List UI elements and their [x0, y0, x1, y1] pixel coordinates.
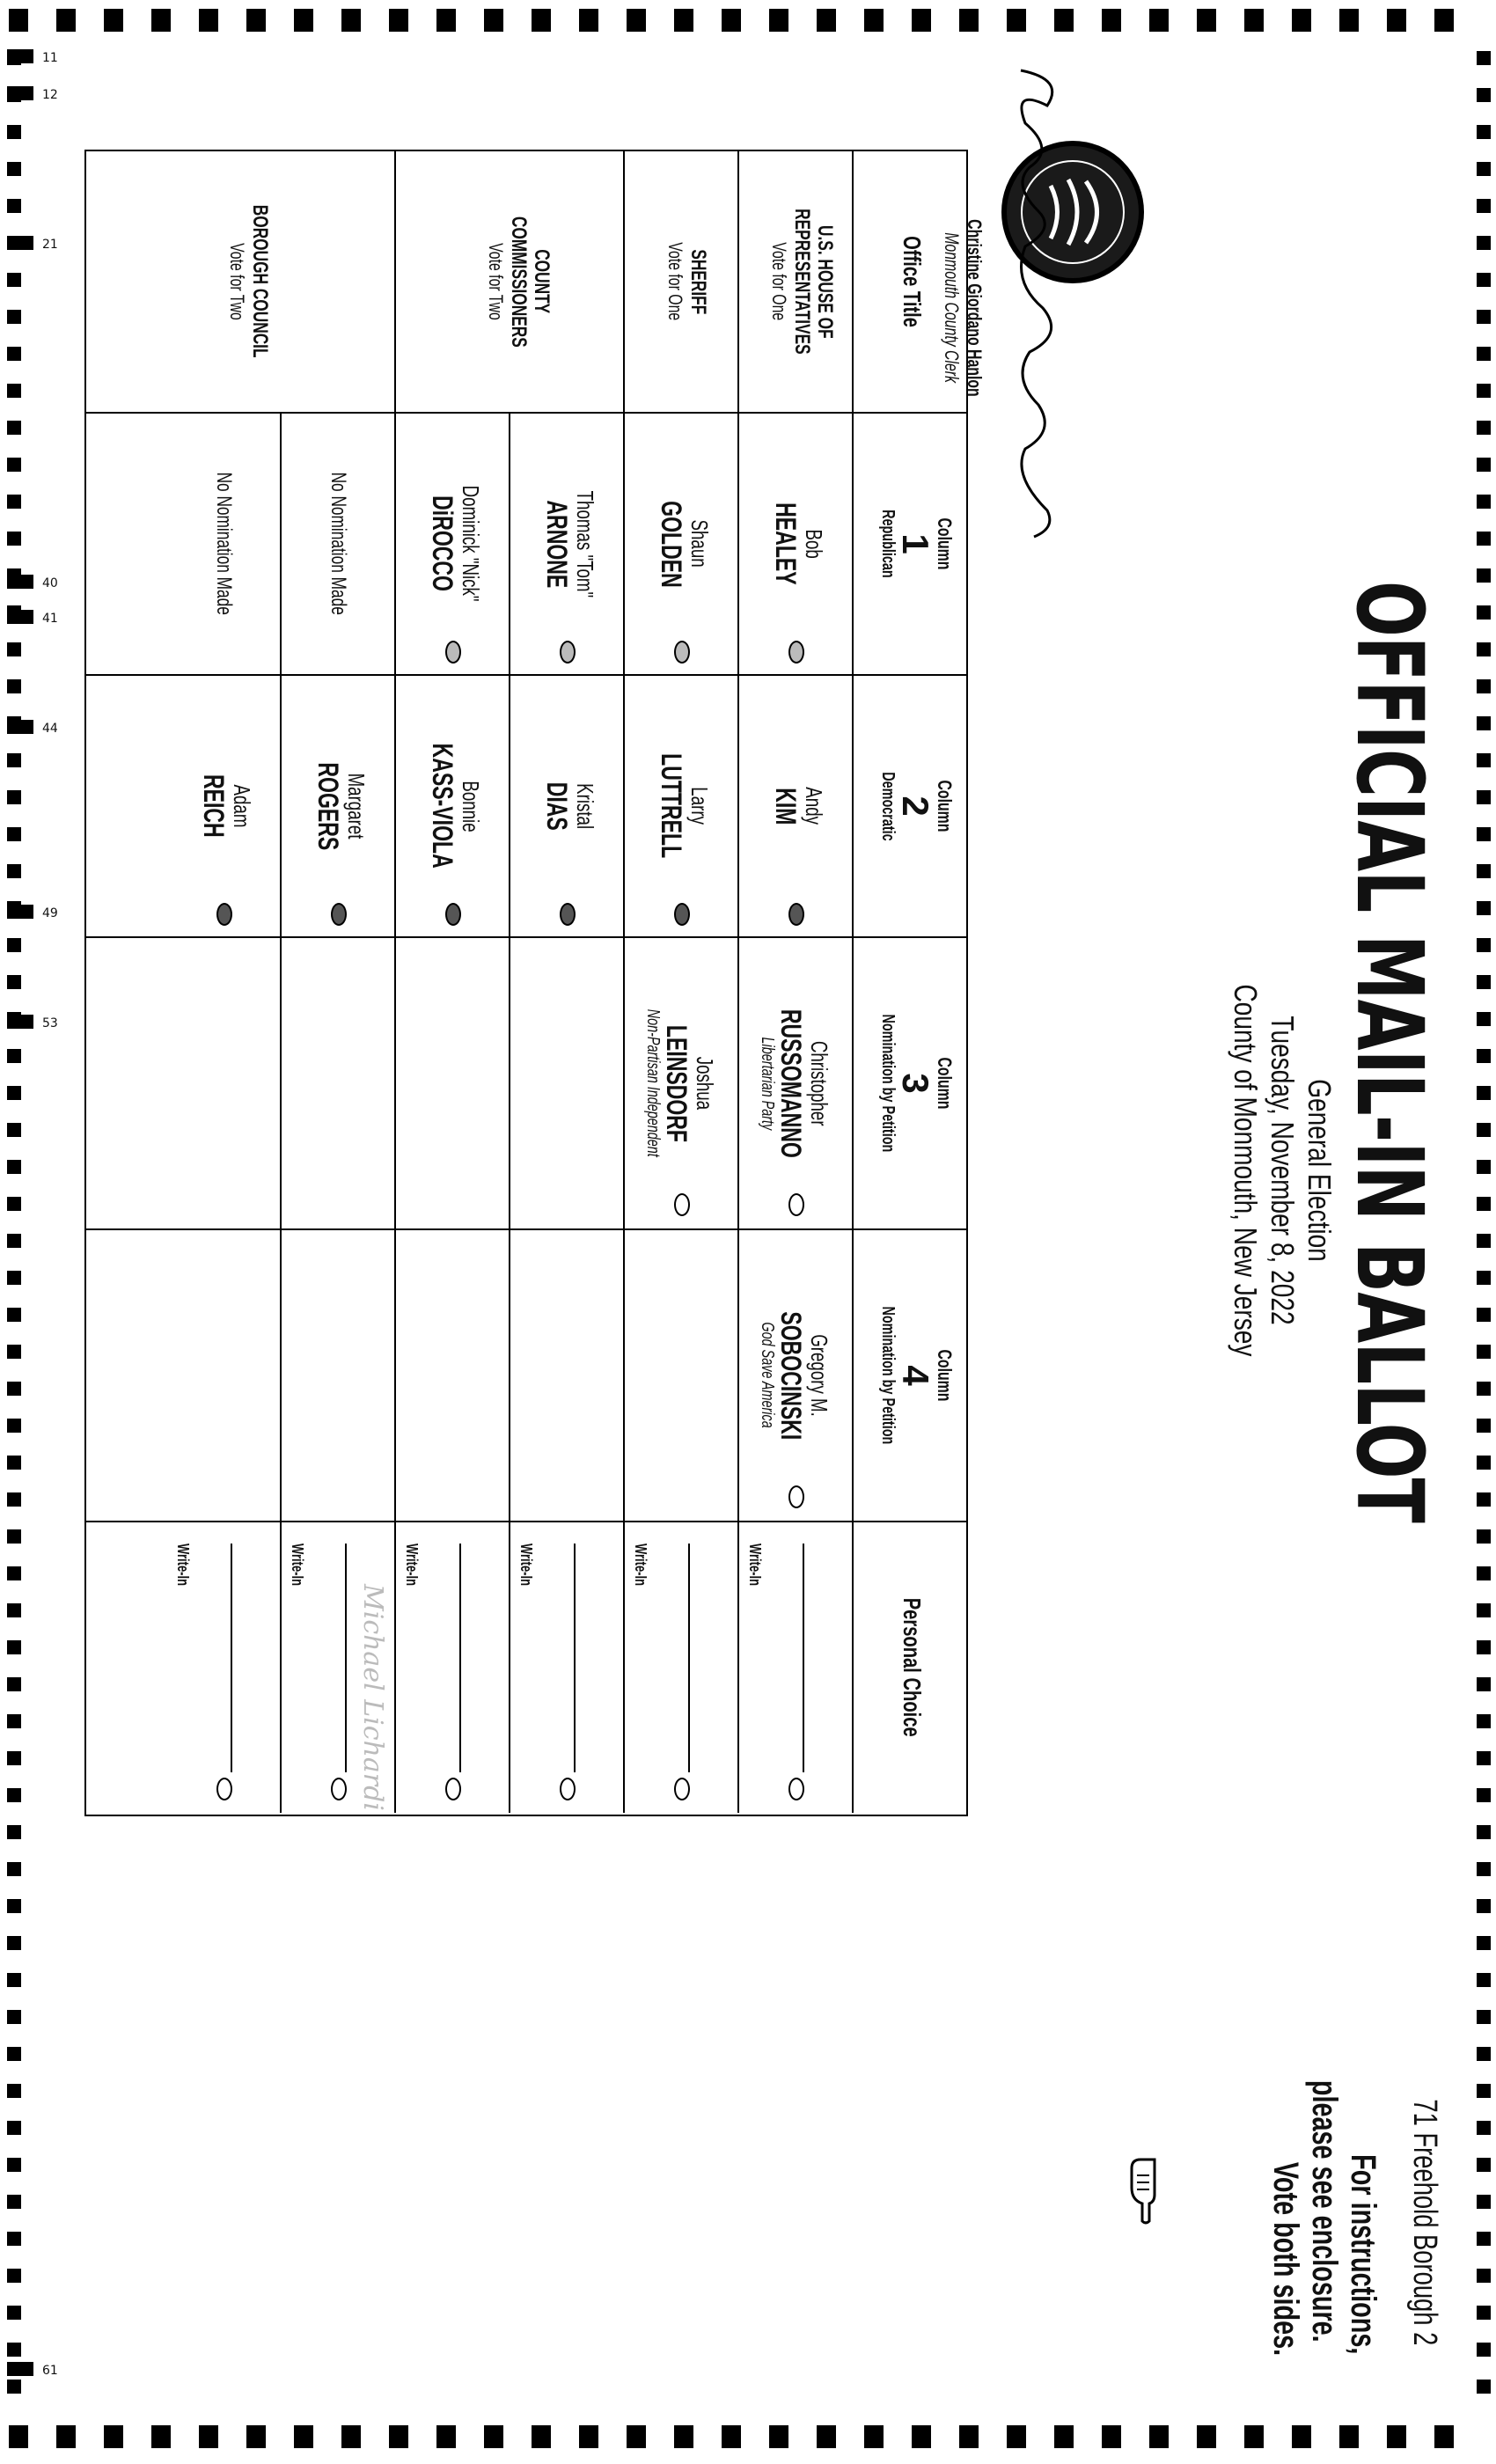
empty-cell	[509, 1230, 623, 1521]
timing-mark	[1477, 2380, 1491, 2394]
vote-oval[interactable]	[216, 1778, 232, 1800]
write-in-line[interactable]	[688, 1544, 690, 1772]
candidate-cell: Dominick "Nick" DiROCCO	[394, 414, 509, 674]
office-county-commissioners: COUNTY COMMISSIONERS Vote for Two	[394, 151, 623, 412]
no-nomination-cell: No Nomination Made	[212, 472, 236, 616]
vote-oval[interactable]	[788, 1193, 804, 1216]
timing-mark	[1244, 9, 1264, 32]
timing-mark	[769, 9, 788, 32]
ballot-page	[18, 35, 1443, 2429]
row-number: 61	[42, 2364, 58, 2378]
timing-mark	[1477, 88, 1491, 102]
empty-cell	[394, 938, 509, 1228]
timing-mark	[1477, 1936, 1491, 1950]
timing-mark	[1477, 1862, 1491, 1876]
header-office-title: Office Title	[852, 151, 966, 412]
candidate-cell	[737, 414, 852, 674]
timing-mark	[1477, 2269, 1491, 2283]
timing-mark	[1477, 1308, 1491, 1322]
candidate-last-name: HEALEY	[770, 502, 802, 585]
row-number: 11	[42, 51, 58, 65]
ballot-table	[84, 150, 968, 1816]
timing-mark	[1477, 2158, 1491, 2172]
timing-mark	[1477, 864, 1491, 878]
row-number: 21	[42, 238, 58, 252]
election-info	[1227, 686, 1338, 1654]
timing-mark	[1477, 1566, 1491, 1580]
timing-mark	[1434, 9, 1454, 32]
timing-mark	[104, 9, 123, 32]
timing-mark	[341, 9, 361, 32]
vote-oval[interactable]	[674, 1193, 690, 1216]
timing-mark	[1477, 532, 1491, 546]
timing-mark	[1149, 9, 1169, 32]
clerk-signature	[994, 53, 1074, 546]
timing-mark	[1477, 384, 1491, 398]
timing-mark	[1477, 421, 1491, 435]
candidate-cell: Gregory M. SOBOCINSKI God Save America	[737, 1230, 852, 1521]
timing-mark	[1477, 1012, 1491, 1026]
column-1-republican	[86, 414, 966, 676]
timing-mark	[1477, 162, 1491, 176]
timing-mark	[1102, 9, 1121, 32]
timing-mark	[1477, 2084, 1491, 2098]
vote-oval[interactable]	[560, 641, 576, 664]
timing-mark	[1477, 1456, 1491, 1470]
timing-mark	[1477, 1345, 1491, 1359]
vote-oval[interactable]	[331, 1778, 347, 1800]
vote-oval[interactable]	[674, 1778, 690, 1800]
vote-oval[interactable]	[445, 641, 461, 664]
vote-oval[interactable]	[788, 1485, 804, 1508]
empty-cell	[280, 1230, 394, 1521]
timing-mark	[817, 9, 836, 32]
write-in-line[interactable]	[803, 1544, 804, 1772]
timing-mark	[1477, 1492, 1491, 1507]
timing-marks-top	[0, 9, 1496, 39]
timing-mark	[1477, 495, 1491, 509]
timing-mark	[722, 9, 741, 32]
timing-mark	[1477, 1788, 1491, 1802]
timing-mark	[1477, 1271, 1491, 1285]
candidate-first-name: Bob	[801, 529, 827, 559]
instructions-block	[1266, 1936, 1443, 2394]
timing-mark	[1007, 9, 1026, 32]
header-column-2: Column 2 Democratic	[852, 676, 966, 936]
timing-mark	[1477, 2195, 1491, 2209]
timing-mark	[1477, 1123, 1491, 1137]
candidate-cell: Shaun GOLDEN	[623, 414, 737, 674]
clerk-title: Monmouth County Clerk	[941, 232, 963, 384]
empty-cell	[88, 938, 280, 1228]
write-in-cell	[623, 1522, 737, 1813]
timing-mark	[1477, 1160, 1491, 1174]
office-us-house: U.S. HOUSE OF REPRESENTATIVES Vote for One	[737, 151, 852, 412]
no-nomination-cell: No Nomination Made	[280, 414, 394, 674]
timing-mark	[1477, 605, 1491, 620]
timing-mark	[1477, 753, 1491, 767]
timing-mark	[1477, 901, 1491, 915]
timing-mark	[1477, 679, 1491, 693]
timing-mark	[1477, 1677, 1491, 1691]
timing-mark	[1477, 938, 1491, 952]
timing-mark	[1477, 310, 1491, 324]
write-in-line[interactable]	[574, 1544, 576, 1772]
timing-mark	[579, 9, 598, 32]
timing-mark	[199, 9, 218, 32]
timing-mark	[294, 9, 313, 32]
office-sheriff: SHERIFF Vote for One	[623, 151, 737, 412]
timing-mark	[246, 9, 266, 32]
timing-mark	[627, 9, 646, 32]
write-in-label: Write-In	[746, 1544, 764, 1587]
empty-cell	[509, 938, 623, 1228]
timing-mark	[1339, 9, 1359, 32]
empty-cell	[88, 1230, 280, 1521]
timing-mark	[1477, 716, 1491, 730]
pointing-hand-icon	[1126, 2156, 1170, 2226]
write-in-label: Write-In	[517, 1544, 535, 1587]
timing-mark	[1477, 1197, 1491, 1211]
timing-mark	[959, 9, 979, 32]
vote-oval[interactable]	[788, 641, 804, 664]
timing-mark	[1477, 2232, 1491, 2246]
timing-mark	[1477, 2010, 1491, 2024]
header-column-3: Column 3 Nomination by Petition	[852, 938, 966, 1228]
timing-mark	[1477, 1529, 1491, 1544]
header-column-4: Column 4 Nomination by Petition	[852, 1230, 966, 1521]
instruction-line: For instructions,	[1344, 2154, 1382, 2355]
timing-mark	[1054, 9, 1074, 32]
write-in-label: Write-In	[632, 1544, 649, 1587]
timing-mark	[1387, 9, 1406, 32]
write-in-line[interactable]	[345, 1544, 347, 1772]
timing-marks-bottom	[0, 2425, 1496, 2455]
vote-oval[interactable]	[560, 1778, 576, 1800]
timing-mark	[1477, 1049, 1491, 1063]
timing-mark	[1477, 236, 1491, 250]
write-in-cell	[88, 1522, 280, 1813]
timing-mark	[484, 9, 503, 32]
column-4-petition	[86, 1230, 966, 1522]
write-in-line[interactable]	[459, 1544, 461, 1772]
timing-mark	[1477, 975, 1491, 989]
timing-mark	[1477, 1751, 1491, 1765]
timing-mark	[1477, 347, 1491, 361]
timing-mark	[1477, 1714, 1491, 1728]
candidate-cell: Larry LUTTRELL	[623, 676, 737, 936]
vote-oval[interactable]	[445, 1778, 461, 1800]
timing-mark	[912, 9, 931, 32]
vote-oval-marked[interactable]	[788, 903, 804, 926]
timing-mark	[436, 9, 456, 32]
empty-cell	[623, 1230, 737, 1521]
office-title-column	[86, 151, 966, 414]
row-number: 40	[42, 576, 58, 590]
candidate-cell: Adam REICH	[88, 676, 280, 936]
write-in-label: Write-In	[289, 1544, 306, 1587]
timing-mark	[389, 9, 408, 32]
vote-oval-marked[interactable]	[674, 903, 690, 926]
timing-mark	[1477, 2121, 1491, 2135]
timing-mark	[674, 9, 693, 32]
candidate-cell: Andy KIM	[737, 676, 852, 936]
timing-mark	[1477, 2343, 1491, 2357]
timing-mark	[1477, 1899, 1491, 1913]
row-number: 12	[42, 88, 58, 102]
timing-mark	[1477, 827, 1491, 841]
personal-choice-column	[86, 1522, 966, 1813]
timing-mark	[1477, 273, 1491, 287]
candidate-cell: Kristal DIAS	[509, 676, 623, 936]
vote-oval-marked[interactable]	[560, 903, 576, 926]
timing-mark	[864, 9, 884, 32]
timing-mark	[1477, 1234, 1491, 1248]
write-in-label: Write-In	[174, 1544, 192, 1587]
row-number: 53	[42, 1016, 58, 1030]
timing-mark	[1477, 51, 1491, 65]
candidate-cell: Bonnie KASS-VIOLA	[394, 676, 509, 936]
vote-oval[interactable]	[674, 641, 690, 664]
timing-mark	[1477, 790, 1491, 804]
candidate-cell: Christopher RUSSOMANNO Libertarian Party	[737, 938, 852, 1228]
column-2-democratic	[86, 676, 966, 938]
header-personal-choice: Personal Choice	[852, 1522, 966, 1813]
vote-oval-marked[interactable]	[331, 903, 347, 926]
timing-mark	[1477, 568, 1491, 583]
instruction-line: please see enclosure.	[1305, 2080, 1344, 2343]
instruction-line: Vote both sides.	[1266, 2161, 1305, 2357]
timing-mark	[1477, 1973, 1491, 1987]
timing-mark	[1477, 1419, 1491, 1433]
timing-mark	[1477, 125, 1491, 139]
vote-oval-marked[interactable]	[445, 903, 461, 926]
timing-mark	[1197, 9, 1216, 32]
timing-mark	[1477, 2047, 1491, 2061]
timing-mark	[1477, 1086, 1491, 1100]
candidate-cell: Thomas "Tom" ARNONE	[509, 414, 623, 674]
vote-oval-marked[interactable]	[216, 903, 232, 926]
timing-mark	[1477, 1825, 1491, 1839]
timing-marks-right	[1477, 0, 1492, 2464]
row-number: 44	[42, 722, 58, 736]
handwritten-write-in: Michael Lichardi	[357, 1584, 388, 1811]
timing-mark	[1292, 9, 1311, 32]
ballot-title: OFFICIAL MAIL-IN BALLOT	[1336, 581, 1443, 1523]
candidate-cell: Margaret ROGERS	[280, 676, 394, 936]
write-in-label: Write-In	[403, 1544, 421, 1587]
timing-mark	[151, 9, 171, 32]
timing-mark	[1477, 2306, 1491, 2320]
column-3-petition	[86, 938, 966, 1230]
candidate-cell: Joshua LEINSDORF Non-Partisan Independent	[623, 938, 737, 1228]
timing-mark	[1477, 1603, 1491, 1617]
empty-cell	[394, 1230, 509, 1521]
timing-mark	[1477, 458, 1491, 472]
vote-oval[interactable]	[788, 1778, 804, 1800]
timing-mark	[1477, 1382, 1491, 1396]
precinct-label: 71 Freehold Borough 2	[1406, 2099, 1443, 2346]
row-number: 41	[42, 612, 58, 626]
empty-cell	[280, 938, 394, 1228]
office-borough-council: BOROUGH COUNCIL Vote for Two	[226, 205, 272, 358]
election-date: Tuesday, November 8, 2022	[1265, 1016, 1301, 1325]
write-in-cell	[509, 1522, 623, 1813]
timing-mark	[1477, 199, 1491, 213]
write-in-line[interactable]	[231, 1544, 232, 1772]
timing-mark	[1477, 642, 1491, 656]
election-name: General Election	[1302, 1079, 1338, 1262]
write-in-cell	[737, 1522, 852, 1813]
row-number: 49	[42, 906, 58, 920]
write-in-cell	[280, 1522, 394, 1813]
timing-mark	[532, 9, 551, 32]
timing-mark	[56, 9, 76, 32]
election-county: County of Monmouth, New Jersey	[1228, 984, 1264, 1357]
write-in-cell	[394, 1522, 509, 1813]
header-column-1: Column 1 Republican	[852, 414, 966, 674]
clerk-name: Christine Giordano Hanlon	[964, 219, 986, 397]
timing-mark	[1477, 1640, 1491, 1654]
